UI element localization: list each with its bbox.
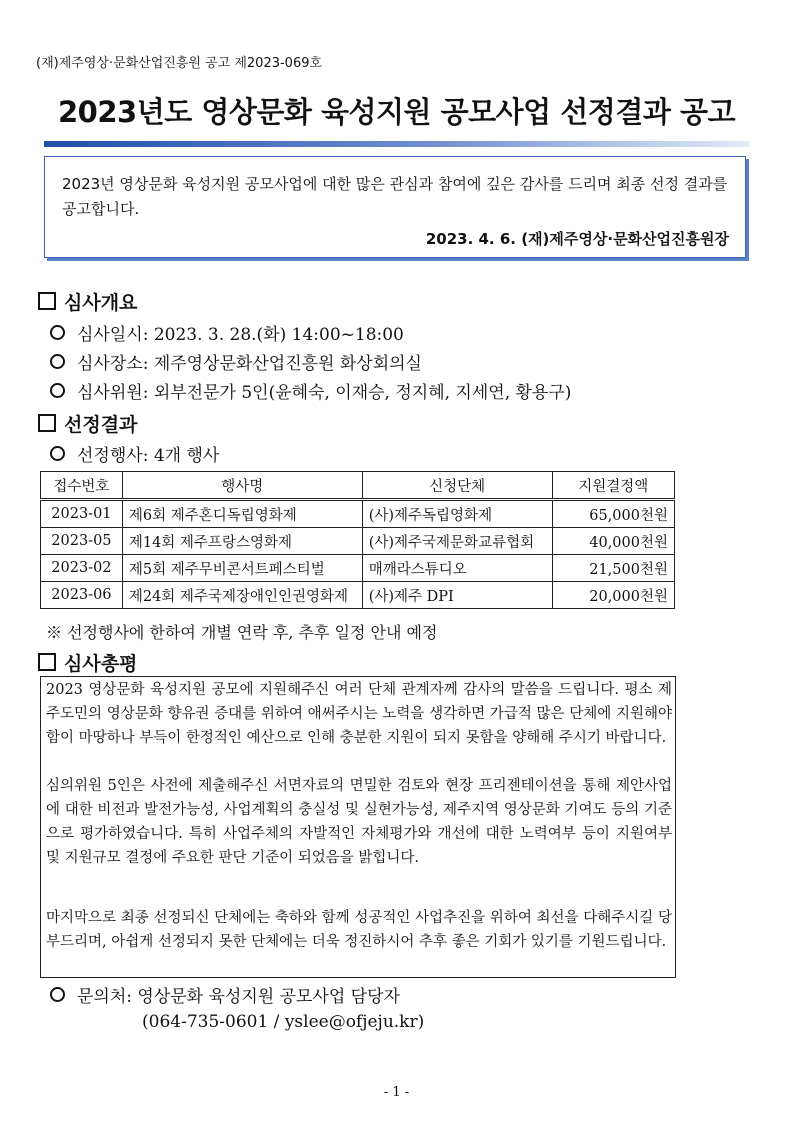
table-row [41, 555, 675, 582]
square-bullet-icon [38, 292, 56, 310]
table-cell: 65,000천원 [552, 500, 675, 528]
circle-bullet-icon [50, 383, 65, 398]
square-bullet-icon [38, 414, 56, 432]
table-cell: (사)제주독립영화제 [362, 500, 552, 528]
table-cell: 2023-06 [41, 582, 123, 609]
review-paragraph: 심의위원 5인은 사전에 제출해주신 서면자료의 면밀한 검토와 현장 프리젠테이션을 통해 제안사업에 대한 비전과 발전가능성, 사업계획의 충실성 및 실현가능성, 제주지역 영상문화 기여도 등의 기준으로 평가하였습니다. 특히 사업주체의 자발적인 자체평가와 개선에 대한 노력여부 등이 지원여부 및 지원규모 결정에 주요한 판단 기준이 되었음을 밝힙니다. [46, 778, 672, 866]
page-title: 2023년도 영상문화 육성지원 공모사업 선정결과 공고 [58, 95, 735, 129]
square-bullet-icon [38, 653, 56, 671]
notice-number: (재)제주영상·문화산업진흥원 공고 제2023-069호 [36, 56, 323, 71]
circle-bullet-icon [50, 446, 65, 461]
table-cell: 매깨라스튜디오 [362, 555, 552, 582]
review-paragraph: 마지막으로 최종 선정되신 단체에는 축하와 함께 성공적인 사업추진을 위하여 최선을 다해주시길 당부드리며, 아쉽게 선정되지 못한 단체에는 더욱 정진하시어 추후 좋은 기회가 있기를 기원드립니다. [46, 910, 672, 950]
circle-bullet-icon [50, 325, 65, 340]
table-row [41, 582, 675, 609]
table-header-cell: 행사명 [122, 472, 362, 500]
section-heading-review: 심사총평 [38, 649, 137, 676]
circle-bullet-icon [50, 354, 65, 369]
table-cell: 2023-02 [41, 555, 123, 582]
section-heading-results: 선정결과 [38, 410, 137, 437]
selection-remark: ※ 선정행사에 한하여 개별 연락 후, 추후 일정 안내 예정 [46, 623, 438, 642]
intro-signature: 2023. 4. 6. (재)제주영상·문화산업진흥원장 [425, 230, 729, 248]
table-cell: 제6회 제주혼디독립영화제 [122, 500, 362, 528]
table-cell: 20,000천원 [552, 582, 675, 609]
table-cell: 제24회 제주국제장애인인권영화제 [122, 582, 362, 609]
table-cell: (사)제주국제문화교류협회 [362, 528, 552, 555]
results-summary: 선정행사: 4개 행사 [50, 441, 219, 466]
results-table [40, 471, 675, 609]
table-cell: 21,500천원 [552, 555, 675, 582]
circle-bullet-icon [50, 987, 65, 1002]
table-cell: 40,000천원 [552, 528, 675, 555]
table-cell: (사)제주 DPI [362, 582, 552, 609]
contact-line: 문의처: 영상문화 육성지원 공모사업 담당자 [50, 982, 400, 1007]
table-cell: 제5회 제주무비콘서트페스티벌 [122, 555, 362, 582]
table-cell: 제14회 제주프랑스영화제 [122, 528, 362, 555]
table-header-cell: 신청단체 [362, 472, 552, 500]
page-number: - 1 - [383, 1085, 410, 1100]
overview-item: 심사일시: 2023. 3. 28.(화) 14:00~18:00 [50, 320, 404, 345]
table-row [41, 500, 675, 528]
table-row [41, 528, 675, 555]
table-header-cell: 지원결정액 [552, 472, 675, 500]
intro-text: 2023년 영상문화 육성지원 공모사업에 대한 많은 관심과 참여에 깊은 감사를 드리며 최종 선정 결과를 공고합니다. [62, 175, 728, 218]
table-header-cell: 접수번호 [41, 472, 123, 500]
title-underline [44, 141, 749, 147]
review-paragraph: 2023 영상문화 육성지원 공모에 지원해주신 여러 단체 관계자께 감사의 말씀을 드립니다. 평소 제주도민의 영상문화 향유권 증대를 위하여 애써주시는 노력을 생각하면 가급적 많은 단체에 지원해야 함이 마땅하나 부득이 한정적인 예산으로 인해 충분한 지원이 되지 못함을 양해해 주시기 바랍니다. [46, 682, 672, 746]
table-cell: 2023-05 [41, 528, 123, 555]
contact-detail: (064-735-0601 / yslee@ofjeju.kr) [142, 1012, 425, 1032]
table-header-row [41, 472, 675, 500]
table-cell: 2023-01 [41, 500, 123, 528]
overview-item: 심사위원: 외부전문가 5인(윤혜숙, 이재승, 정지혜, 지세연, 황용구) [50, 378, 571, 403]
overview-item: 심사장소: 제주영상문화산업진흥원 화상회의실 [50, 349, 422, 374]
section-heading-overview: 심사개요 [38, 288, 137, 315]
